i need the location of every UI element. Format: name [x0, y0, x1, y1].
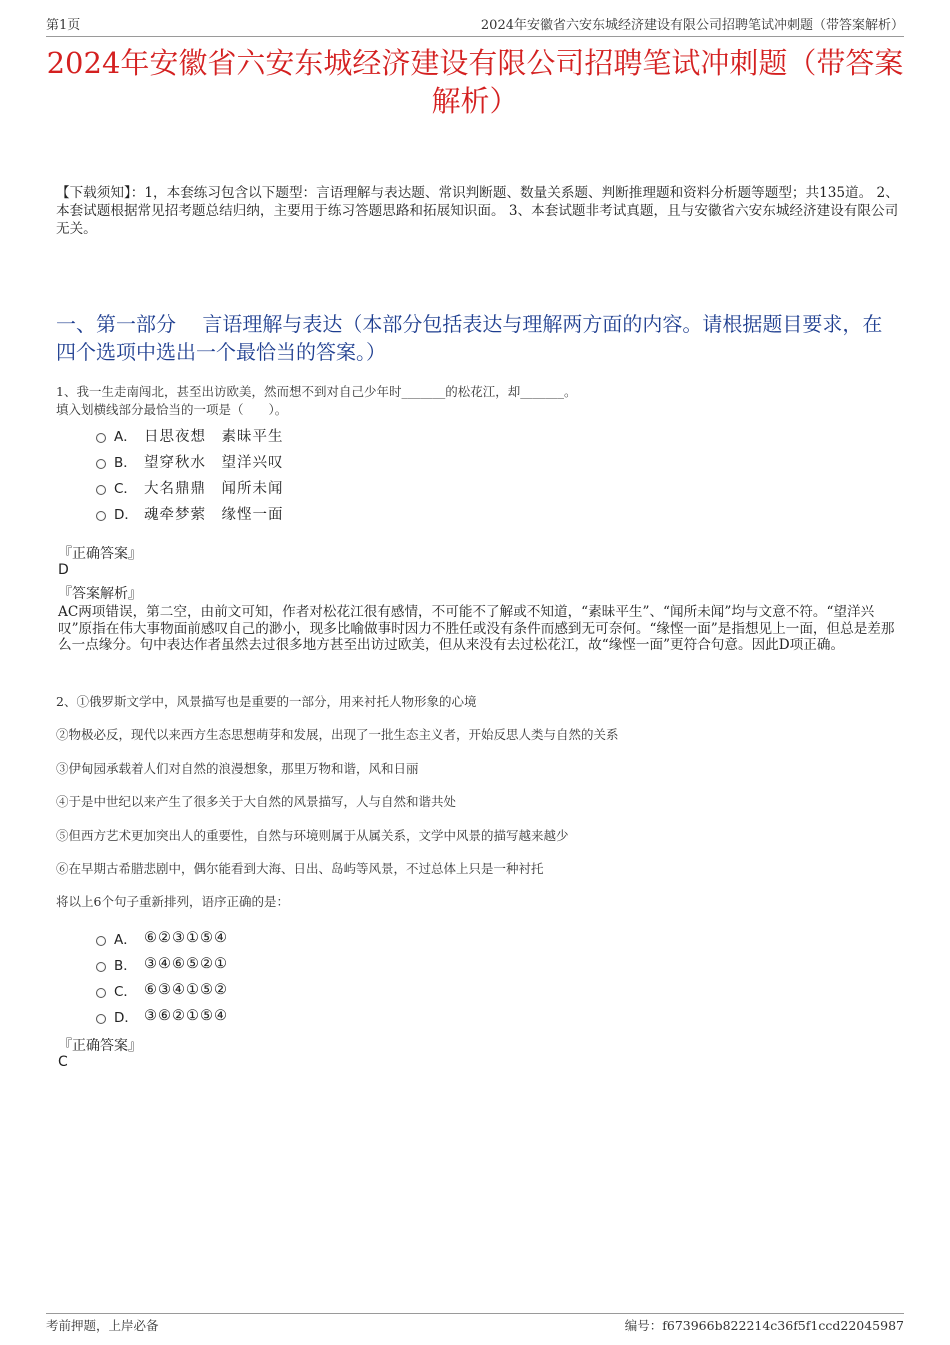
page-footer [46, 1313, 904, 1336]
q1-option-a[interactable]: A． 日思夜想 素昧平生 [96, 422, 284, 448]
section-heading: 一、第一部分 言语理解与表达（本部分包括表达与理解两方面的内容。请根据题目要求，在四个选项中选出一个最恰当的答案。） [56, 312, 883, 364]
question-1-text: 1、我一生走南闯北，甚至出访欧美，然而想不到对自己少年时_______的松花江，却_______。 [56, 384, 577, 399]
q2-sentence-4: ④于是中世纪以来产生了很多关于大自然的风景描写，人与自然和谐共处 [56, 794, 457, 809]
q1-analysis-label: 『答案解析』 [58, 586, 142, 602]
radio-icon[interactable] [96, 936, 106, 946]
page-number: 第1页 [46, 18, 81, 33]
q2-answer-label: 『正确答案』 [58, 1038, 142, 1054]
q1-option-b[interactable]: B． 望穿秋水 望洋兴叹 [96, 448, 284, 474]
question-1-options [96, 422, 284, 526]
q2-sentence-1: 2、①俄罗斯文学中，风景描写也是重要的一部分，用来衬托人物形象的心境 [56, 694, 477, 709]
q2-prompt: 将以上6个句子重新排列，语序正确的是： [56, 894, 289, 909]
radio-icon[interactable] [96, 962, 106, 972]
footer-slogan: 考前押题，上岸必备 [46, 1318, 159, 1333]
header-doc-title: 2024年安徽省六安东城经济建设有限公司招聘笔试冲刺题（带答案解析） [480, 18, 904, 33]
radio-icon[interactable] [96, 459, 106, 469]
download-notice: 【下载须知】：1，本套练习包含以下题型：言语理解与表达题、常识判断题、数量关系题、判断推理题和资料分析题等题型；共135道。 2、本套试题根据常见招考题总结归纳，主要用于练习答题思路和拓展知识面。 3、本套试题非考试真题，且与安徽省六安东城经济建设有限公司无关。 [56, 185, 899, 237]
q2-sentence-6: ⑥在早期古希腊悲剧中，偶尔能看到大海、日出、岛屿等风景，不过总体上只是一种衬托 [56, 861, 544, 876]
radio-icon[interactable] [96, 988, 106, 998]
radio-icon[interactable] [96, 485, 106, 495]
q1-answer: D [58, 562, 69, 578]
q2-option-d[interactable]: D． ③⑥②①⑤④ [96, 1003, 228, 1029]
radio-icon[interactable] [96, 511, 106, 521]
q2-option-c[interactable]: C． ⑥③④①⑤② [96, 977, 228, 1003]
page-header [46, 14, 904, 37]
question-1-instruction: 填入划横线部分最恰当的一项是（ ）。 [56, 402, 288, 417]
footer-code: 编号：f673966b822214c36f5f1ccd22045987 [624, 1318, 904, 1333]
q1-option-d[interactable]: D． 魂牵梦萦 缘悭一面 [96, 500, 284, 526]
q2-option-b[interactable]: B． ③④⑥⑤②① [96, 951, 228, 977]
document-title: 2024年安徽省六安东城经济建设有限公司招聘笔试冲刺题（带答案解析） [46, 46, 904, 118]
q2-option-a[interactable]: A． ⑥②③①⑤④ [96, 925, 228, 951]
q2-sentence-3: ③伊甸园承载着人们对自然的浪漫想象，那里万物和谐，风和日丽 [56, 761, 419, 776]
radio-icon[interactable] [96, 1014, 106, 1024]
question-2-options [96, 925, 228, 1029]
q1-answer-label: 『正确答案』 [58, 546, 142, 562]
q1-analysis: AC两项错误，第二空，由前文可知，作者对松花江很有感情，不可能不了解或不知道，“素昧平生”、“闻所未闻”均与文意不符。“望洋兴叹”原指在伟大事物面前感叹自己的渺小，现多比喻做事时因力不胜任或没有条件而感到无可奈何。“缘悭一面”是指想见上一面，但总是差那么一点缘分。句中表达作者虽然去过很多地方甚至出访过欧美，但从来没有去过松花江，故“缘悭一面”更符合句意。因此D项正确。 [58, 604, 895, 653]
q2-sentence-5: ⑤但西方艺术更加突出人的重要性，自然与环境则属于从属关系，文学中风景的描写越来越少 [56, 828, 569, 843]
q1-option-c[interactable]: C． 大名鼎鼎 闻所未闻 [96, 474, 284, 500]
question-1-stem [56, 383, 901, 419]
radio-icon[interactable] [96, 433, 106, 443]
q2-answer: C [58, 1054, 68, 1070]
q2-sentence-2: ②物极必反，现代以来西方生态思想萌芽和发展，出现了一批生态主义者，开始反思人类与自然的关系 [56, 727, 619, 742]
